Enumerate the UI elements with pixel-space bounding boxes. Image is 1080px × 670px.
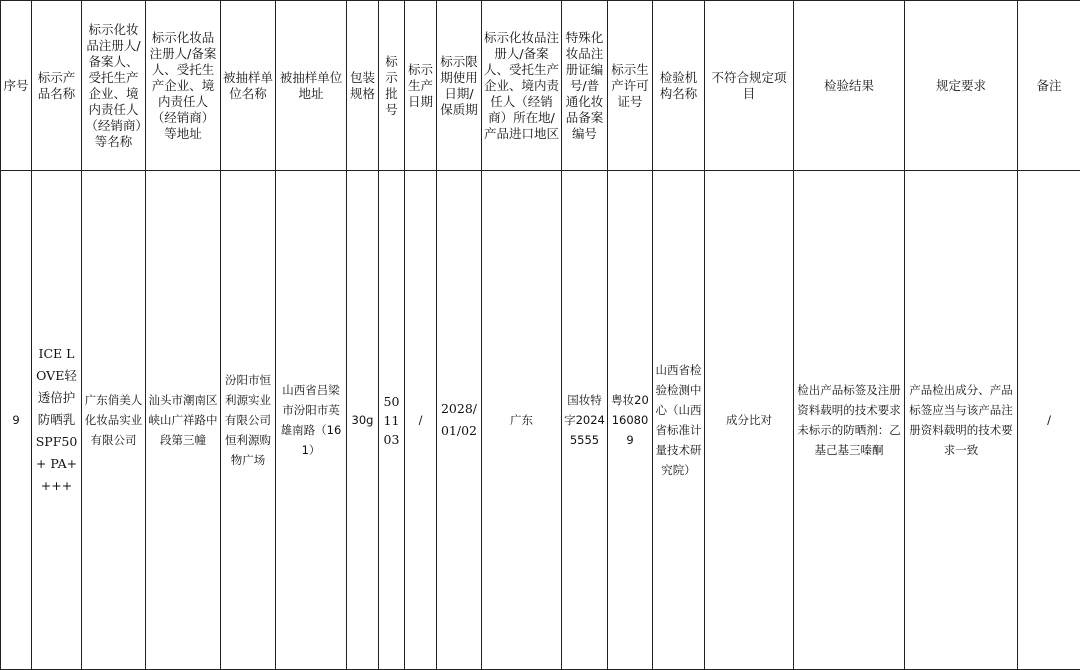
header-row [1,1,1080,171]
cell-batch-no: 501103 [379,171,405,670]
cell-package-spec: 30g [347,171,379,670]
header-requirement: 规定要求 [905,1,1018,171]
header-seq: 序号 [1,1,32,171]
cell-sampled-unit-address: 山西省吕梁市汾阳市英雄南路（161） [276,171,347,670]
cell-registrant-name: 广东俏美人化妆品实业有限公司 [82,171,146,670]
header-batch-no: 标示批号 [379,1,405,171]
header-production-date: 标示生产日期 [405,1,437,171]
header-remark: 备注 [1018,1,1080,171]
header-registrant-name: 标示化妆品注册人/备案人、受托生产企业、境内责任人（经销商）等名称 [82,1,146,171]
cell-production-license: 粤妆20160809 [608,171,653,670]
header-registration-no: 特殊化妆品注册证编号/普通化妆品备案编号 [562,1,608,171]
header-registrant-address: 标示化妆品注册人/备案人、受托生产企业、境内责任人（经销商）等地址 [146,1,221,171]
header-production-license: 标示生产许可证号 [608,1,653,171]
cell-inspection-org: 山西省检验检测中心（山西省标准计量技术研究院） [653,171,705,670]
cell-nonconforming-item: 成分比对 [705,171,794,670]
cell-sampled-unit-name: 汾阳市恒利源实业有限公司恒利源购物广场 [221,171,276,670]
cell-registrant-address: 汕头市潮南区峡山广祥路中段第三幢 [146,171,221,670]
header-package-spec: 包装规格 [347,1,379,171]
header-product-name: 标示产品名称 [32,1,82,171]
table-row [1,171,1080,670]
cell-region: 广东 [482,171,562,670]
header-nonconforming-item: 不符合规定项目 [705,1,794,171]
cell-seq: 9 [1,171,32,670]
header-inspection-result: 检验结果 [794,1,905,171]
cell-expiry-date: 2028/01/02 [437,171,482,670]
header-sampled-unit-address: 被抽样单位地址 [276,1,347,171]
header-expiry-date: 标示限期使用日期/保质期 [437,1,482,171]
cell-production-date: / [405,171,437,670]
cell-inspection-result: 检出产品标签及注册资料载明的技术要求未标示的防晒剂：乙基己基三嗪酮 [794,171,905,670]
cell-requirement: 产品检出成分、产品标签应当与该产品注册资料载明的技术要求一致 [905,171,1018,670]
cell-product-name: ICE LOVE轻透倍护防晒乳SPF50+ PA++++ [32,171,82,670]
header-region: 标示化妆品注册人/备案人、受托生产企业、境内责任人（经销商）所在地/产品进口地区 [482,1,562,171]
cell-registration-no: 国妆特字20245555 [562,171,608,670]
cell-remark: / [1018,171,1080,670]
header-inspection-org: 检验机构名称 [653,1,705,171]
header-sampled-unit-name: 被抽样单位名称 [221,1,276,171]
